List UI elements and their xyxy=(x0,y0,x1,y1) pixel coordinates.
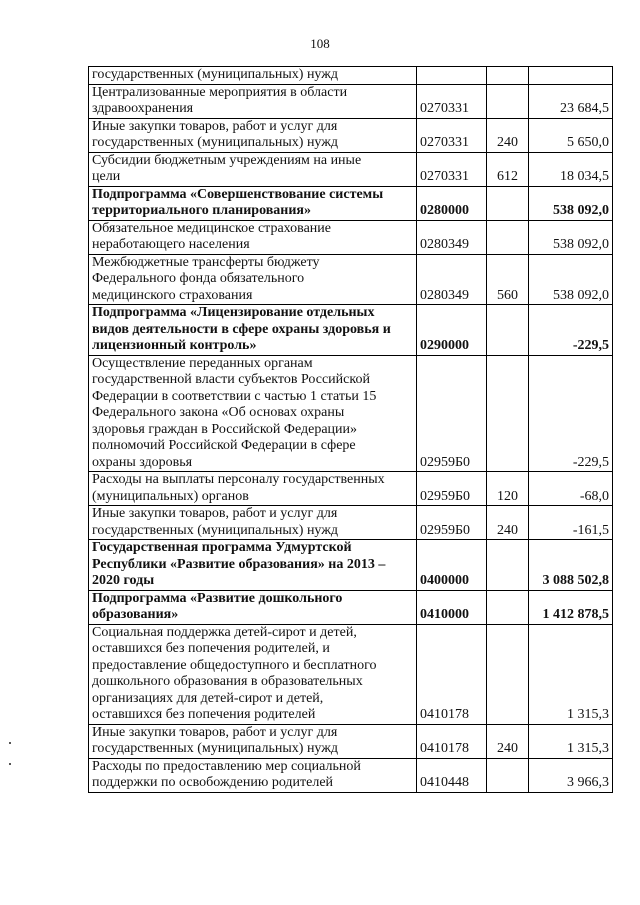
budget-table xyxy=(88,66,613,793)
row-sum-cell: 538 092,0 xyxy=(529,254,613,305)
row-name-cell: Субсидии бюджетным учреждениям на иные цели xyxy=(89,152,417,186)
row-name-cell: Социальная поддержка детей-сирот и детей, оставшихся без попечения родителей, и предоставление общедоступного и бесплатного дошкольного образования в образовательных организациях для детей-сирот и детей, оставшихся без попечения родителей xyxy=(89,624,417,724)
row-sum-cell: 23 684,5 xyxy=(529,84,613,118)
table-row xyxy=(89,220,613,254)
row-name-cell: Иные закупки товаров, работ и услуг для государственных (муниципальных) нужд xyxy=(89,506,417,540)
row-code-cell: 0410178 xyxy=(417,624,487,724)
row-type-cell xyxy=(487,305,529,356)
row-code-cell: 0290000 xyxy=(417,305,487,356)
row-sum-cell: 538 092,0 xyxy=(529,220,613,254)
row-code-cell: 0270331 xyxy=(417,84,487,118)
row-type-cell xyxy=(487,758,529,792)
table-row xyxy=(89,590,613,624)
row-sum-cell: 5 650,0 xyxy=(529,118,613,152)
row-sum-cell: 1 315,3 xyxy=(529,724,613,758)
row-name-cell: Осуществление переданных органам государственной власти субъектов Российской Федерации в соответствии с частью 1 статьи 15 Федерального закона «Об основах охраны здоровья граждан в Российской Федерации» полномочий Российской Федерации в сфере охраны здоровья xyxy=(89,355,417,472)
scan-speck xyxy=(9,742,11,744)
table-row xyxy=(89,758,613,792)
table-row xyxy=(89,305,613,356)
row-type-cell xyxy=(487,540,529,591)
table-row xyxy=(89,152,613,186)
row-code-cell: 0280349 xyxy=(417,254,487,305)
row-name-cell: Государственная программа Удмуртской Республики «Развитие образования» на 2013 – 2020 годы xyxy=(89,540,417,591)
row-code-cell: 0280349 xyxy=(417,220,487,254)
row-type-cell: 240 xyxy=(487,506,529,540)
row-type-cell xyxy=(487,355,529,472)
row-sum-cell: 3 088 502,8 xyxy=(529,540,613,591)
row-type-cell xyxy=(487,186,529,220)
row-sum-cell: -229,5 xyxy=(529,355,613,472)
row-sum-cell: -229,5 xyxy=(529,305,613,356)
row-name-cell: Подпрограмма «Лицензирование отдельных видов деятельности в сфере охраны здоровья и лицензионный контроль» xyxy=(89,305,417,356)
table-row xyxy=(89,540,613,591)
row-code-cell: 0410000 xyxy=(417,590,487,624)
row-name-cell: Централизованные мероприятия в области здравоохранения xyxy=(89,84,417,118)
row-sum-cell: 538 092,0 xyxy=(529,186,613,220)
table-row xyxy=(89,118,613,152)
row-sum-cell: 18 034,5 xyxy=(529,152,613,186)
row-code-cell: 0270331 xyxy=(417,152,487,186)
row-code-cell: 02959Б0 xyxy=(417,355,487,472)
table-row xyxy=(89,472,613,506)
row-type-cell xyxy=(487,220,529,254)
row-type-cell: 612 xyxy=(487,152,529,186)
table-row xyxy=(89,506,613,540)
row-code-cell: 0410448 xyxy=(417,758,487,792)
row-type-cell: 240 xyxy=(487,724,529,758)
table-row xyxy=(89,624,613,724)
row-code-cell: 0270331 xyxy=(417,118,487,152)
table-row xyxy=(89,254,613,305)
row-sum-cell: -68,0 xyxy=(529,472,613,506)
row-code-cell: 0410178 xyxy=(417,724,487,758)
row-sum-cell: 3 966,3 xyxy=(529,758,613,792)
row-code-cell: 02959Б0 xyxy=(417,506,487,540)
row-code-cell: 0400000 xyxy=(417,540,487,591)
row-name-cell: Иные закупки товаров, работ и услуг для государственных (муниципальных) нужд xyxy=(89,724,417,758)
row-name-cell: Иные закупки товаров, работ и услуг для государственных (муниципальных) нужд xyxy=(89,118,417,152)
row-code-cell: 0280000 xyxy=(417,186,487,220)
table-row xyxy=(89,355,613,472)
table-row xyxy=(89,186,613,220)
budget-table-body xyxy=(89,67,613,793)
row-type-cell xyxy=(487,67,529,85)
row-type-cell xyxy=(487,84,529,118)
table-row xyxy=(89,84,613,118)
row-name-cell: Межбюджетные трансферты бюджету Федерального фонда обязательного медицинского страхования xyxy=(89,254,417,305)
row-name-cell: государственных (муниципальных) нужд xyxy=(89,67,417,85)
row-code-cell xyxy=(417,67,487,85)
row-name-cell: Подпрограмма «Совершенствование системы территориального планирования» xyxy=(89,186,417,220)
row-sum-cell: 1 412 878,5 xyxy=(529,590,613,624)
row-sum-cell: 1 315,3 xyxy=(529,624,613,724)
row-sum-cell: -161,5 xyxy=(529,506,613,540)
scan-speck xyxy=(9,763,11,765)
table-row xyxy=(89,67,613,85)
row-type-cell: 560 xyxy=(487,254,529,305)
table-row xyxy=(89,724,613,758)
row-name-cell: Расходы по предоставлению мер социальной поддержки по освобождению родителей xyxy=(89,758,417,792)
row-code-cell: 02959Б0 xyxy=(417,472,487,506)
row-name-cell: Обязательное медицинское страхование неработающего населения xyxy=(89,220,417,254)
row-name-cell: Подпрограмма «Развитие дошкольного образования» xyxy=(89,590,417,624)
row-type-cell xyxy=(487,590,529,624)
row-type-cell xyxy=(487,624,529,724)
page-number: 108 xyxy=(310,36,330,51)
row-sum-cell xyxy=(529,67,613,85)
row-type-cell: 240 xyxy=(487,118,529,152)
row-name-cell: Расходы на выплаты персоналу государственных (муниципальных) органов xyxy=(89,472,417,506)
row-type-cell: 120 xyxy=(487,472,529,506)
